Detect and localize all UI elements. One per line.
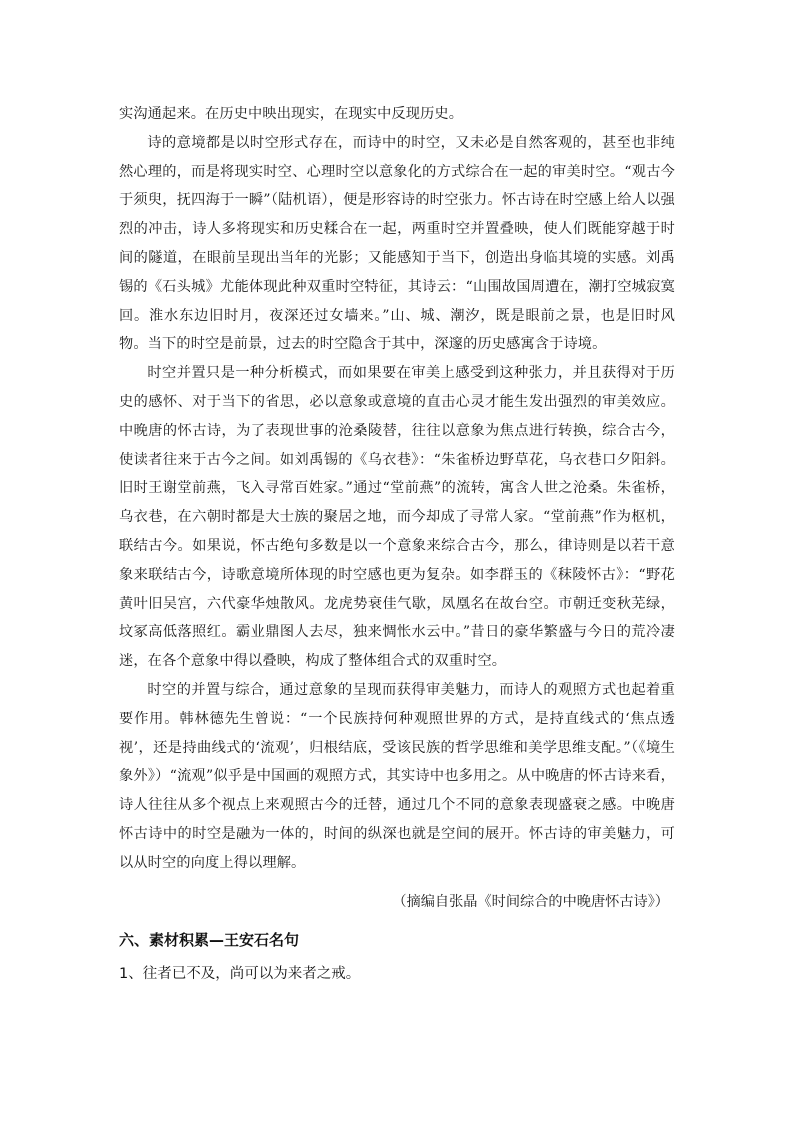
paragraph-observation: 时空的并置与综合，通过意象的呈现而获得审美魅力，而诗人的观照方式也起着重要作用。韩林德先生曾说：“一个民族持何种观照世界的方式，是持直线式的‘焦点透视’，还是持曲线式的‘流观’，归根结底，受该民族的哲学思维和美学思维支配。”（《境生象外》）“流观”似乎是中国画的观照方式，其实诗中也多用之。从中晚唐的怀古诗来看，诗人往往从多个视点上来观照古今的迁替，通过几个不同的意象表现盛衰之感。中晚唐怀古诗中的时空是融为一体的，时间的纵深也就是空间的展开。怀古诗的审美魅力，可以从时空的向度上得以理解。 (119, 681, 675, 871)
source-citation: （摘编自张晶《时间综合的中晚唐怀古诗》） (392, 893, 669, 910)
section-heading: 六、素材积累—王安石名句 (119, 931, 300, 950)
list-item: 1、往者已不及，尚可以为来者之戒。 (119, 966, 361, 983)
paragraph-imagery: 时空并置只是一种分析模式，而如果要在审美上感受到这种张力，并且获得对于历史的感怀、对于当下的省思，必以意象或意境的直击心灵才能生发出强烈的审美效应。中晚唐的怀古诗，为了表现世事的沧桑陵替，往往以意象为焦点进行转换，综合古今，使读者往来于古今之间。如刘禹锡的《乌衣巷》：“朱雀桥边野草花，乌衣巷口夕阳斜。旧时王谢堂前燕，飞入寻常百姓家。”通过“堂前燕”的流转，寓含人世之沧桑。朱雀桥，乌衣巷，在六朝时都是大士族的聚居之地，而今却成了寻常人家。“堂前燕”作为枢机，联结古今。如果说，怀古绝句多数是以一个意象来综合古今，那么，律诗则是以若干意象来联结古今，诗歌意境所体现的时空感也更为复杂。如李群玉的《秣陵怀古》：“野花黄叶旧吴宫，六代豪华烛散风。龙虎势衰佳气歇，凤凰名在故台空。市朝迁变秋芜绿，坟冢高低落照红。霸业鼎图人去尽，独来惆怅水云中。”昔日的豪华繁盛与今日的荒冷凄迷，在各个意象中得以叠映，构成了整体组合式的双重时空。 (119, 365, 675, 670)
paragraph-continuation: 实沟通起来。在历史中映出现实，在现实中反现历史。 (119, 106, 464, 122)
document-page (119, 100, 675, 988)
paragraph-time-space: 诗的意境都是以时空形式存在，而诗中的时空，又未必是自然客观的，甚至也非纯然心理的，而是将现实时空、心理时空以意象化的方式综合在一起的审美时空。“观古今于须臾，抚四海于一瞬”（陆机语），便是形容诗的时空张力。怀古诗在时空感上给人以强烈的冲击，诗人多将现实和历史糅合在一起，两重时空并置叠映，使人们既能穿越于时间的隧道，在眼前呈现出当年的光影；又能感知于当下，创造出身临其境的实感。刘禹锡的《石头城》尤能体现此种双重时空特征，其诗云：“山围故国周遭在，潮打空城寂寞回。淮水东边旧时月，夜深还过女墙来。”山、城、潮汐，既是眼前之景，也是旧时风物。当下的时空是前景，过去的时空隐含于其中，深邃的历史感寓含于诗境。 (119, 134, 675, 353)
